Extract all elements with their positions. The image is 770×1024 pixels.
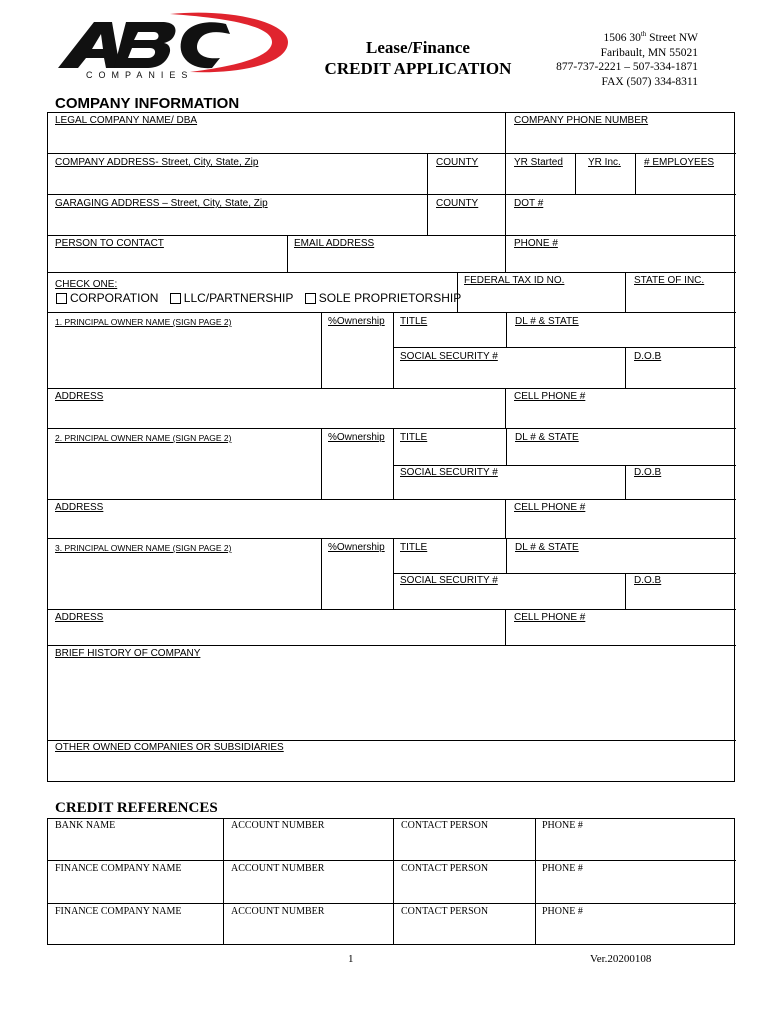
company-address-field[interactable]: COMPANY ADDRESS- Street, City, State, Zip <box>48 154 428 195</box>
owner1-ownership-field[interactable]: %Ownership <box>322 313 394 389</box>
page-number: 1 <box>348 953 354 965</box>
person-contact-field[interactable]: PERSON TO CONTACT <box>48 236 288 273</box>
title-line2: CREDIT APPLICATION <box>324 59 512 78</box>
ref2-name-field[interactable]: FINANCE COMPANY NAME <box>48 861 224 904</box>
ref1-phone-field[interactable]: PHONE # <box>536 819 736 861</box>
owner1-dl-field[interactable]: DL # & STATE <box>506 313 736 348</box>
owner3-ssn-field[interactable]: SOCIAL SECURITY # <box>394 574 626 610</box>
legal-name-field[interactable]: LEGAL COMPANY NAME/ DBA <box>48 113 506 154</box>
owner3-dl-field[interactable]: DL # & STATE <box>506 539 736 574</box>
logo-subtitle: COMPANIES <box>86 70 194 78</box>
ref2-account-field[interactable]: ACCOUNT NUMBER <box>224 861 394 904</box>
checkbox-llc[interactable] <box>170 293 181 304</box>
ref1-name-field[interactable]: BANK NAME <box>48 819 224 861</box>
state-of-inc-field[interactable]: STATE OF INC. <box>626 273 736 313</box>
version-label: Ver.20200108 <box>590 953 652 965</box>
address-line1: 1506 30th Street NW <box>603 30 698 44</box>
owner2-dob-field[interactable]: D.O.B <box>626 466 736 500</box>
owner2-title-field[interactable]: TITLE <box>394 429 506 466</box>
subsidiaries-field[interactable]: OTHER OWNED COMPANIES OR SUBSIDIARIES <box>55 742 284 753</box>
abc-companies-logo <box>50 12 290 78</box>
dot-field[interactable]: DOT # <box>506 195 736 236</box>
company-history-field[interactable]: BRIEF HISTORY OF COMPANY <box>48 646 736 741</box>
owner2-name-field[interactable]: 2. PRINCIPAL OWNER NAME (SIGN PAGE 2) <box>48 429 322 500</box>
ref3-name-field[interactable]: FINANCE COMPANY NAME <box>48 904 224 944</box>
county-field-2[interactable]: COUNTY <box>428 195 506 236</box>
page-title <box>300 38 536 80</box>
company-phone-field[interactable]: COMPANY PHONE NUMBER <box>506 113 736 154</box>
owner1-title-field[interactable]: TITLE <box>394 313 506 348</box>
owner1-cell-field[interactable]: CELL PHONE # <box>506 389 736 429</box>
ref1-account-field[interactable]: ACCOUNT NUMBER <box>224 819 394 861</box>
owner2-cell-field[interactable]: CELL PHONE # <box>506 500 736 539</box>
garaging-address-field[interactable]: GARAGING ADDRESS – Street, City, State, Zip <box>48 195 428 236</box>
email-field[interactable]: EMAIL ADDRESS <box>288 236 506 273</box>
company-info-form <box>47 112 735 782</box>
credit-references-table <box>47 818 735 945</box>
owner1-address-field[interactable]: ADDRESS <box>48 389 506 429</box>
ref3-account-field[interactable]: ACCOUNT NUMBER <box>224 904 394 944</box>
ref3-contact-field[interactable]: CONTACT PERSON <box>394 904 536 944</box>
owner2-ssn-field[interactable]: SOCIAL SECURITY # <box>394 466 626 500</box>
company-address-block <box>556 31 698 89</box>
ref3-phone-field[interactable]: PHONE # <box>542 906 583 917</box>
owner3-ownership-field[interactable]: %Ownership <box>322 539 394 610</box>
owner1-dob-field[interactable]: D.O.B <box>626 348 736 389</box>
owner3-cell-field[interactable]: CELL PHONE # <box>506 610 736 646</box>
option-sole-proprietorship[interactable]: SOLE PROPRIETORSHIP <box>305 291 461 305</box>
owner1-ssn-field[interactable]: SOCIAL SECURITY # <box>394 348 626 389</box>
address-line2: Faribault, MN 55021 <box>600 46 698 59</box>
checkbox-sole[interactable] <box>305 293 316 304</box>
ref1-contact-field[interactable]: CONTACT PERSON <box>394 819 536 861</box>
ref2-contact-field[interactable]: CONTACT PERSON <box>394 861 536 904</box>
federal-tax-id-field[interactable]: FEDERAL TAX ID NO. <box>458 273 626 313</box>
owner2-ownership-field[interactable]: %Ownership <box>322 429 394 500</box>
address-line3: 877-737-2221 – 507-334-1871 <box>556 61 698 73</box>
owner1-name-field[interactable]: 1. PRINCIPAL OWNER NAME (SIGN PAGE 2) <box>48 313 322 389</box>
employees-field[interactable]: # EMPLOYEES <box>636 154 736 195</box>
option-corporation[interactable]: CORPORATION <box>56 291 158 305</box>
entity-options <box>56 291 469 307</box>
ref2-phone-field[interactable]: PHONE # <box>536 861 736 904</box>
check-one-label: CHECK ONE: <box>55 279 118 290</box>
phone-field[interactable]: PHONE # <box>506 236 736 273</box>
option-llc[interactable]: LLC/PARTNERSHIP <box>170 291 294 305</box>
yr-inc-field[interactable]: YR Inc. <box>576 154 636 195</box>
county-field-1[interactable]: COUNTY <box>428 154 506 195</box>
owner3-name-field[interactable]: 3. PRINCIPAL OWNER NAME (SIGN PAGE 2) <box>48 539 322 610</box>
owner3-title-field[interactable]: TITLE <box>394 539 506 574</box>
owner2-dl-field[interactable]: DL # & STATE <box>506 429 736 466</box>
address-line4: FAX (507) 334-8311 <box>601 75 698 88</box>
company-info-heading: COMPANY INFORMATION <box>55 95 240 112</box>
owner3-address-field[interactable]: ADDRESS <box>48 610 506 646</box>
credit-references-heading: CREDIT REFERENCES <box>55 800 218 816</box>
title-line1: Lease/Finance <box>366 38 470 57</box>
owner2-address-field[interactable]: ADDRESS <box>48 500 506 539</box>
yr-started-field[interactable]: YR Started <box>506 154 576 195</box>
checkbox-corporation[interactable] <box>56 293 67 304</box>
owner3-dob-field[interactable]: D.O.B <box>626 574 736 610</box>
